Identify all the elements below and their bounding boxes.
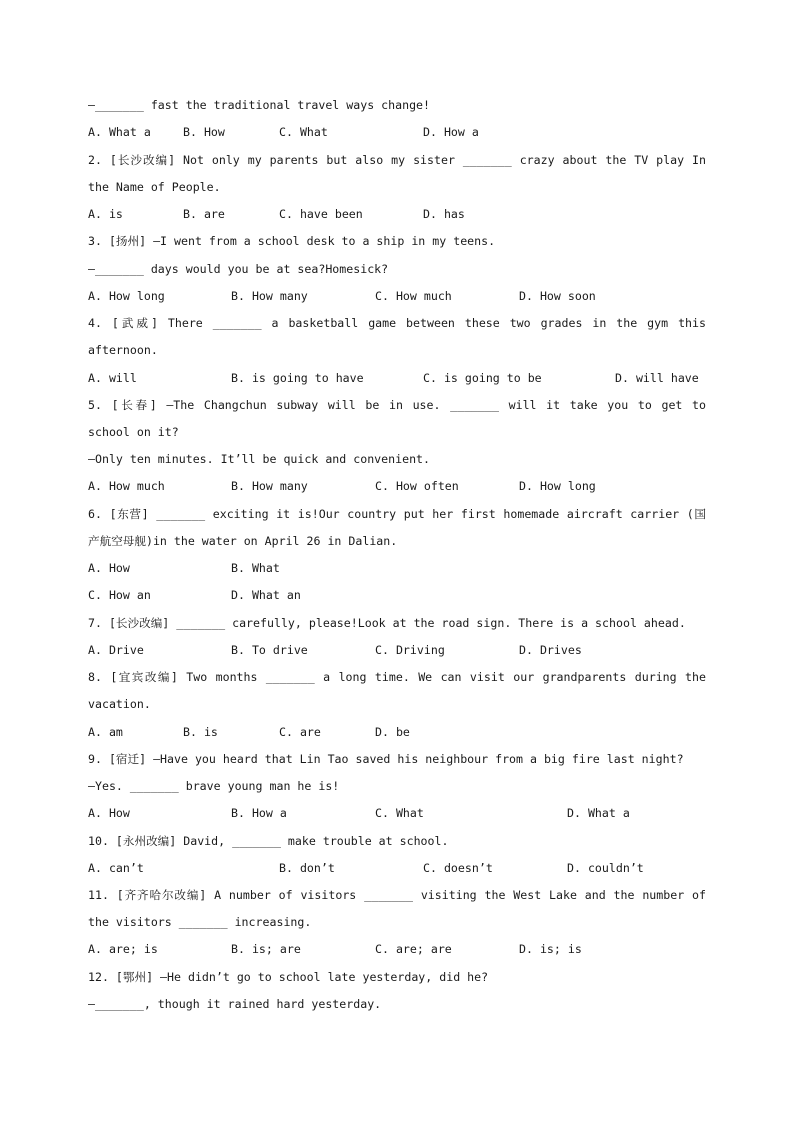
q2-options [0, 205, 794, 223]
q10-option-c: C. doesn’t [423, 861, 493, 875]
q2-option-d: D. has [423, 207, 465, 221]
q5-option-d: D. How long [519, 479, 596, 493]
q4-option-b: B. is going to have [231, 371, 364, 385]
q9-option-b: B. How a [231, 806, 287, 820]
q1-options [0, 123, 794, 141]
q2-option-b: B. are [183, 207, 225, 221]
q6-options-row2 [0, 586, 794, 604]
q1-option-b: B. How [183, 125, 225, 139]
q2-option-a: A. is [88, 207, 123, 221]
q8-line1: 8. [宜宾改编] Two months _______ a long time. We can visit our grandparents during the [88, 670, 706, 684]
q11-option-a: A. are; is [88, 942, 158, 956]
q8-line2: vacation. [88, 697, 151, 711]
q11-options [0, 940, 794, 958]
q6-option-b: B. What [231, 561, 280, 575]
q11-option-d: D. is; is [519, 942, 582, 956]
q10-option-a: A. can’t [88, 861, 144, 875]
q7-option-c: C. Driving [375, 643, 445, 657]
q5-options [0, 477, 794, 495]
q3-options [0, 287, 794, 305]
q4-line1: 4. [武威] There _______ a basketball game between these two grades in the gym this [88, 316, 706, 330]
q5-option-c: C. How often [375, 479, 459, 493]
q7-option-d: D. Drives [519, 643, 582, 657]
q5-line2: school on it? [88, 425, 179, 439]
q11-option-b: B. is; are [231, 942, 301, 956]
q8-option-c: C. are [279, 725, 321, 739]
q12-line2: —_______, though it rained hard yesterday. [88, 997, 382, 1011]
q5-option-a: A. How much [88, 479, 165, 493]
q2-line1: 2. [长沙改编] Not only my parents but also my sister _______ crazy about the TV play In [88, 153, 706, 167]
q3-line1: 3. [扬州] —I went from a school desk to a ship in my teens. [88, 234, 496, 248]
q2-line2: the Name of People. [88, 180, 221, 194]
q7-option-b: B. To drive [231, 643, 308, 657]
q11-line2: the visitors _______ increasing. [88, 915, 312, 929]
q1-option-c: C. What [279, 125, 328, 139]
q10-option-d: D. couldn’t [567, 861, 644, 875]
q3-option-d: D. How soon [519, 289, 596, 303]
q7-line1: 7. [长沙改编] _______ carefully, please!Look at the road sign. There is a school ahead. [88, 616, 686, 630]
q11-option-c: C. are; are [375, 942, 452, 956]
q6-line2: 产航空母舰)in the water on April 26 in Dalian. [88, 534, 398, 548]
q5-line1: 5. [长春] —The Changchun subway will be in use. _______ will it take you to get to [88, 398, 706, 412]
q7-options [0, 641, 794, 659]
q6-options-row1 [0, 559, 794, 577]
q4-options [0, 369, 794, 387]
q4-line2: afternoon. [88, 343, 158, 357]
q6-line1: 6. [东营] _______ exciting it is!Our country put her first homemade aircraft carrier (国 [88, 507, 706, 521]
q2-option-c: C. have been [279, 207, 363, 221]
q10-line1: 10. [永州改编] David, _______ make trouble at school. [88, 834, 449, 848]
q1-line1: —_______ fast the traditional travel ways change! [88, 98, 431, 112]
q6-option-a: A. How [88, 561, 130, 575]
q10-options [0, 859, 794, 877]
q3-option-b: B. How many [231, 289, 308, 303]
q9-option-c: C. What [375, 806, 424, 820]
q3-option-c: C. How much [375, 289, 452, 303]
q6-option-c: C. How an [88, 588, 151, 602]
q5-line3: —Only ten minutes. It’ll be quick and convenient. [88, 452, 431, 466]
q8-options [0, 723, 794, 741]
q9-option-d: D. What a [567, 806, 630, 820]
q7-option-a: A. Drive [88, 643, 144, 657]
q11-line1: 11. [齐齐哈尔改编] A number of visitors _______ visiting the West Lake and the number of [88, 888, 706, 902]
q8-option-a: A. am [88, 725, 123, 739]
q5-option-b: B. How many [231, 479, 308, 493]
q10-option-b: B. don’t [279, 861, 335, 875]
q12-line1: 12. [鄂州] —He didn’t go to school late yesterday, did he? [88, 970, 489, 984]
q9-line2: —Yes. _______ brave young man he is! [88, 779, 340, 793]
q3-line2: —_______ days would you be at sea?Homesick? [88, 262, 389, 276]
q8-option-d: D. be [375, 725, 410, 739]
q1-option-a: A. What a [88, 125, 151, 139]
q4-option-c: C. is going to be [423, 371, 542, 385]
q3-option-a: A. How long [88, 289, 165, 303]
q9-option-a: A. How [88, 806, 130, 820]
q4-option-d: D. will have [615, 371, 699, 385]
q9-line1: 9. [宿迁] —Have you heard that Lin Tao saved his neighbour from a big fire last night? [88, 752, 684, 766]
q4-option-a: A. will [88, 371, 137, 385]
q6-option-d: D. What an [231, 588, 301, 602]
q9-options [0, 804, 794, 822]
q8-option-b: B. is [183, 725, 218, 739]
q1-option-d: D. How a [423, 125, 479, 139]
